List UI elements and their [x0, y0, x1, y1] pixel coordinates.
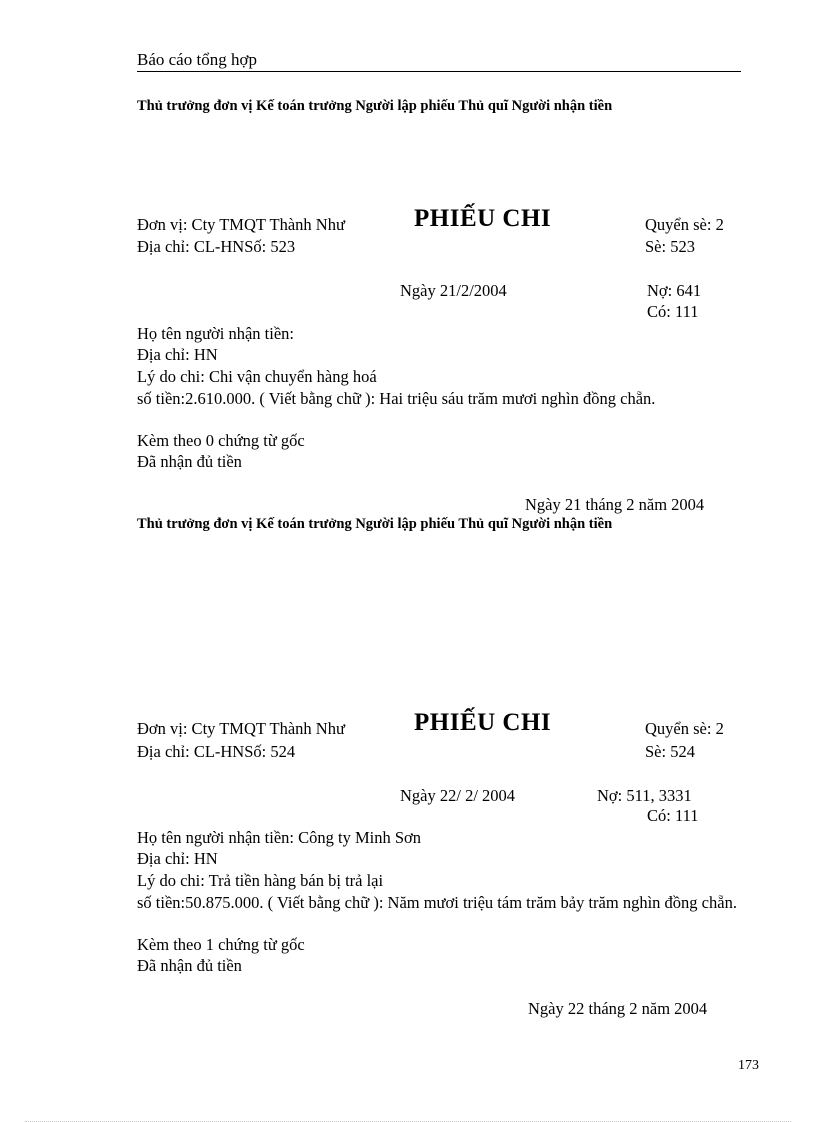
voucher2-reason: Lý do chi: Trả tiền hàng bán bị trả lại	[137, 871, 384, 890]
page-bottom-rule	[25, 1121, 791, 1122]
header-rule	[137, 71, 741, 72]
voucher2-recipient-address: Địa chỉ: HN	[137, 849, 218, 868]
voucher2-serial-number: Sè: 524	[645, 742, 695, 761]
voucher2-address: Địa chỉ: CL-HNSố: 524	[137, 742, 296, 761]
voucher1-credit: Có: 111	[647, 302, 699, 321]
voucher1-recipient-address: Địa chỉ: HN	[137, 345, 218, 364]
voucher2-debit: Nợ: 511, 3331	[597, 786, 692, 805]
voucher1-serial-number: Sè: 523	[645, 237, 695, 256]
voucher2-recipient: Họ tên người nhận tiền: Công ty Minh Sơn	[137, 828, 421, 847]
voucher1-reason: Lý do chi: Chi vận chuyển hàng hoá	[137, 367, 377, 386]
running-header-title: Báo cáo tổng hợp	[137, 50, 257, 69]
voucher1-unit: Đơn vị: Cty TMQT Thành Như	[137, 215, 345, 234]
voucher1-sign-date: Ngày 21 tháng 2 năm 2004	[525, 495, 705, 514]
voucher2-date: Ngày 22/ 2/ 2004	[400, 786, 516, 805]
voucher2-book-number: Quyển sè: 2	[645, 719, 724, 738]
voucher1-received: Đã nhận đủ tiền	[137, 452, 242, 471]
voucher1-attachments: Kèm theo 0 chứng từ gốc	[137, 431, 305, 450]
voucher1-recipient: Họ tên người nhận tiền:	[137, 324, 294, 343]
voucher2-credit: Có: 111	[647, 806, 699, 825]
voucher2-attachments: Kèm theo 1 chứng từ gốc	[137, 935, 305, 954]
voucher2-received: Đã nhận đủ tiền	[137, 956, 242, 975]
voucher1-date: Ngày 21/2/2004	[400, 281, 507, 300]
voucher1-amount: số tiền:2.610.000. ( Viết bằng chữ ): Hai triệu sáu trăm mươi nghìn đồng chẵn.	[137, 389, 656, 408]
voucher2-sign-date: Ngày 22 tháng 2 năm 2004	[528, 999, 708, 1018]
voucher1-address: Địa chỉ: CL-HNSố: 523	[137, 237, 296, 256]
voucher1-debit: Nợ: 641	[647, 281, 702, 300]
voucher1-signature-row: Thủ trưởng đơn vị Kế toán trưởng Người lập phiếu Thủ quĩ Người nhận tiền	[137, 516, 613, 532]
voucher2-unit: Đơn vị: Cty TMQT Thành Như	[137, 719, 345, 738]
voucher1-title: PHIẾU CHI	[414, 205, 552, 232]
page-number: 173	[738, 1058, 759, 1073]
voucher2-title: PHIẾU CHI	[414, 709, 552, 736]
top-signature-row: Thủ trưởng đơn vị Kế toán trưởng Người lập phiếu Thủ quĩ Người nhận tiền	[137, 98, 613, 114]
voucher2-amount: số tiền:50.875.000. ( Viết bằng chữ ): Năm mươi triệu tám trăm bảy trăm nghìn đồng chẵn.	[137, 893, 737, 912]
voucher1-book-number: Quyển sè: 2	[645, 215, 724, 234]
